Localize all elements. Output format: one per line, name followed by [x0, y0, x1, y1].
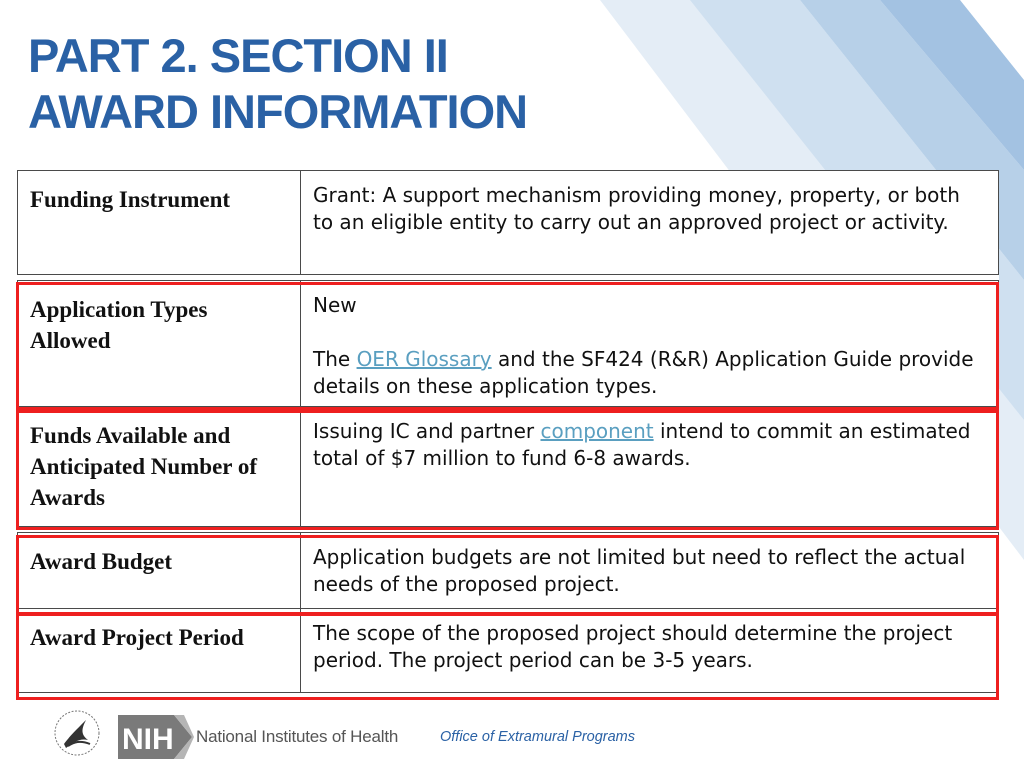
nih-badge-text: NIH — [122, 723, 174, 756]
table-row-award-budget — [18, 533, 999, 609]
row-value — [301, 281, 999, 407]
component-link[interactable]: component — [540, 419, 654, 443]
application-types-note: The OER Glossary and the SF424 (R&R) Application Guide provide details on these application types. — [313, 347, 974, 398]
table-row-award-project-period — [18, 609, 999, 693]
row-value: The scope of the proposed project should determine the project period. The project period can be 3-5 years. — [301, 609, 999, 693]
row-label: Award Budget — [18, 533, 301, 609]
nih-name: National Institutes of Health — [196, 727, 399, 746]
slide-title-line-2: AWARD INFORMATION — [28, 85, 528, 138]
oer-glossary-link[interactable]: OER Glossary — [356, 347, 492, 371]
row-value: Grant: A support mechanism providing money, property, or both to an eligible entity to carry out an approved project or activity. — [301, 171, 999, 275]
table-row-funding-instrument — [18, 171, 999, 275]
award-info-table — [17, 170, 999, 693]
table-row-application-types — [18, 281, 999, 407]
office-name: Office of Extramural Programs — [440, 729, 635, 745]
row-label: Application Types Allowed — [18, 281, 301, 407]
row-label: Award Project Period — [18, 609, 301, 693]
row-value: Issuing IC and partner component intend to commit an estimated total of $7 million to fund 6-8 awards. — [301, 407, 999, 527]
table-row-funds-available — [18, 407, 999, 527]
row-value: Application budgets are not limited but need to reflect the actual needs of the proposed project. — [301, 533, 999, 609]
row-label: Funding Instrument — [18, 171, 301, 275]
slide-title-line-1: PART 2. SECTION II — [28, 29, 448, 82]
hhs-seal-icon — [52, 706, 102, 760]
row-label: Funds Available and Anticipated Number of Awards — [18, 407, 301, 527]
slide-title — [28, 28, 527, 140]
application-type-new: New — [313, 293, 357, 317]
nih-logo-icon — [118, 713, 194, 761]
